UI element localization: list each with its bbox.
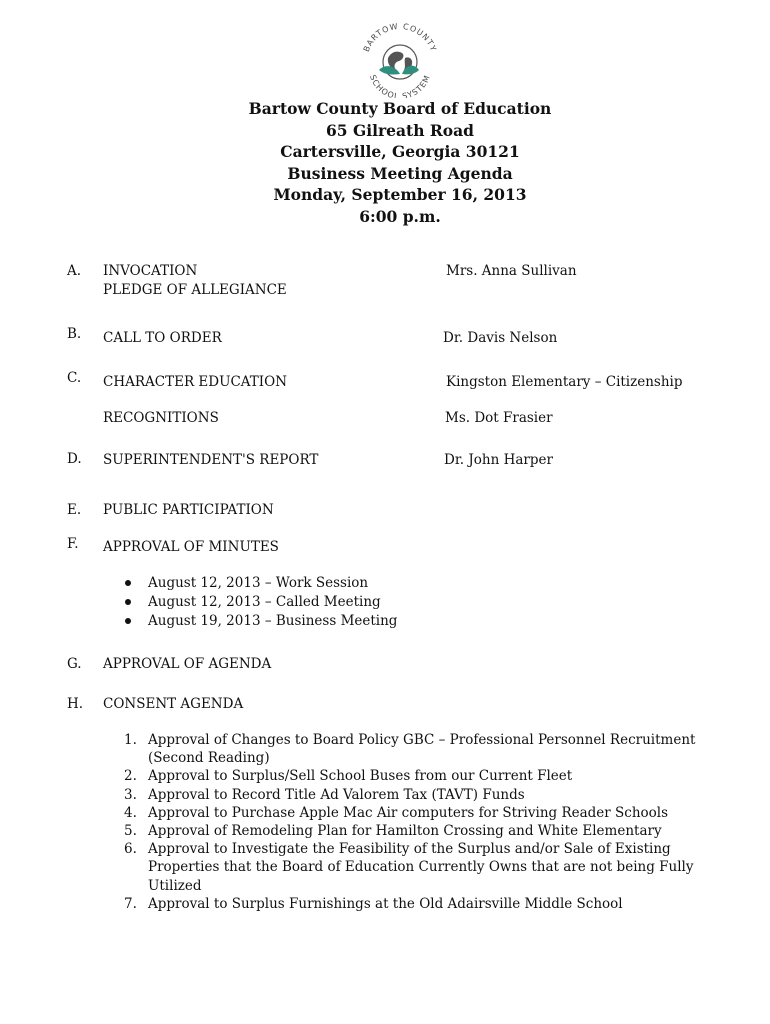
section-letter: G.: [67, 656, 82, 672]
agenda-item-character-education: CHARACTER EDUCATION: [103, 374, 288, 390]
list-item: 1. Approval of Changes to Board Policy GBC – Professional Personnel Recruitment (Second Reading): [124, 732, 696, 767]
list-item: 6. Approval to Investigate the Feasibility of the Surplus and/or Sale of Existing Properties that the Board of Education Currently Owns that are not being Fully Utilized: [124, 841, 694, 894]
bullet-icon: [125, 618, 131, 624]
section-letter: F.: [67, 536, 79, 552]
list-item: August 12, 2013 – Work Session: [125, 574, 397, 593]
document-title: Business Meeting Agenda: [287, 163, 513, 183]
presenter: Ms. Dot Frasier: [445, 410, 553, 426]
bullet-icon: [125, 599, 131, 605]
agenda-item-approval-of-minutes: APPROVAL OF MINUTES: [103, 539, 279, 555]
consent-agenda-list: [103, 731, 723, 913]
list-item: 5. Approval of Remodeling Plan for Hamilton Crossing and White Elementary: [124, 823, 662, 840]
agenda-item-invocation: INVOCATION: [103, 263, 198, 279]
presenter: Mrs. Anna Sullivan: [446, 263, 577, 279]
agenda-item-approval-of-agenda: APPROVAL OF AGENDA: [103, 656, 272, 672]
presenter: Kingston Elementary – Citizenship: [446, 374, 683, 390]
logo-bottom-text: SCHOOL SYSTEM: [368, 73, 433, 98]
meeting-time: 6:00 p.m.: [359, 206, 441, 226]
logo-top-text: BARTOW COUNTY: [361, 22, 439, 54]
board-name: Bartow County Board of Education: [248, 99, 552, 118]
list-item: August 12, 2013 – Called Meeting: [125, 593, 397, 612]
meeting-date: Monday, September 16, 2013: [273, 185, 527, 204]
bullet-icon: [125, 580, 131, 586]
list-item: 3. Approval to Record Title Ad Valorem Tax (TAVT) Funds: [124, 786, 525, 803]
presenter: Dr. Davis Nelson: [443, 330, 558, 346]
list-item: August 19, 2013 – Business Meeting: [125, 612, 397, 631]
agenda-item-call-to-order: CALL TO ORDER: [103, 330, 222, 346]
presenter: Dr. John Harper: [444, 452, 553, 468]
agenda-item-recognitions: RECOGNITIONS: [103, 410, 219, 426]
school-system-logo: [355, 22, 445, 98]
section-letter: C.: [67, 370, 82, 386]
city-state-zip: Cartersville, Georgia 30121: [280, 142, 520, 161]
agenda-item-pledge: PLEDGE OF ALLEGIANCE: [103, 282, 287, 298]
section-letter: A.: [67, 263, 82, 279]
section-letter: D.: [67, 451, 82, 467]
list-item: 4. Approval to Purchase Apple Mac Air computers for Striving Reader Schools: [124, 804, 669, 821]
document-header: [0, 98, 770, 227]
section-letter: H.: [67, 696, 84, 712]
list-item: 2. Approval to Surplus/Sell School Buses from our Current Fleet: [124, 768, 573, 785]
agenda-item-public-participation: PUBLIC PARTICIPATION: [103, 502, 274, 518]
minutes-list: [125, 574, 397, 631]
agenda-item-consent-agenda: CONSENT AGENDA: [103, 696, 244, 712]
section-letter: E.: [67, 502, 82, 518]
agenda-item-superintendent-report: SUPERINTENDENT'S REPORT: [103, 452, 319, 468]
street-address: 65 Gilreath Road: [326, 120, 474, 140]
list-item: 7. Approval to Surplus Furnishings at the Old Adairsville Middle School: [124, 895, 623, 912]
logo-seal-icon: [355, 22, 445, 98]
section-letter: B.: [67, 326, 82, 342]
